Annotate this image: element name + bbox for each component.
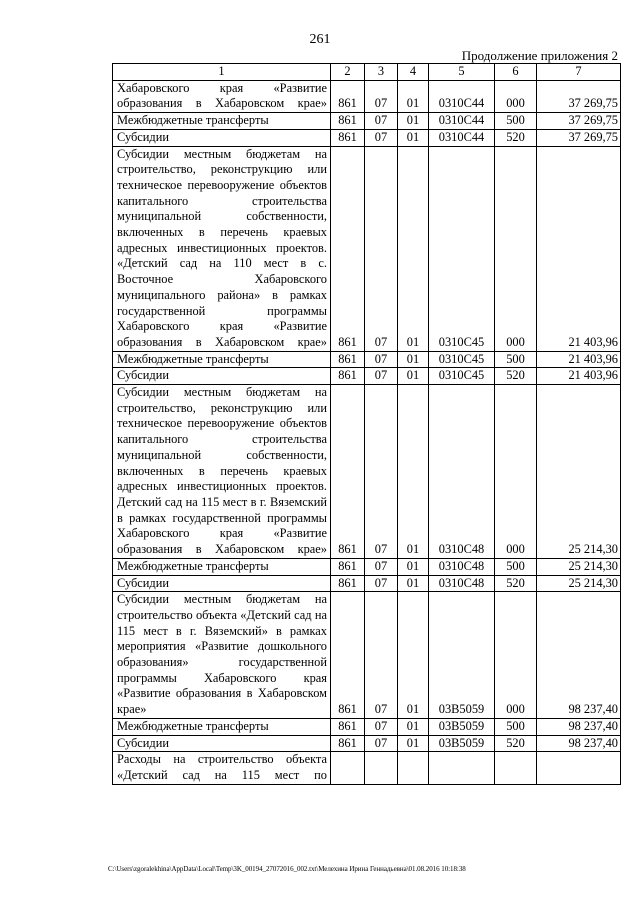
row-target-article: 0310С48 xyxy=(429,575,495,592)
table-row xyxy=(113,80,621,112)
row-description: Субсидии xyxy=(113,575,331,592)
row-description: Субсидии xyxy=(113,368,331,385)
header-cell: 3 xyxy=(365,64,398,81)
row-subsection: 01 xyxy=(398,113,429,130)
row-target-article: 0310С45 xyxy=(429,146,495,351)
row-subsection: 01 xyxy=(398,351,429,368)
row-section: 07 xyxy=(365,368,398,385)
row-description: Субсидии местным бюджетам на строительство объекта «Детский сад на 115 мест в г. Вяземский» в рамках мероприятия «Развитие дошкольного образования» государственной программы Хабаровского края «Развитие образования в Хабаровском крае» xyxy=(113,592,331,719)
row-expense-type: 000 xyxy=(495,385,537,559)
row-section: 07 xyxy=(365,735,398,752)
row-section: 07 xyxy=(365,351,398,368)
row-description: Хабаровского края «Развитие образования в Хабаровском крае» xyxy=(113,80,331,112)
table-row xyxy=(113,558,621,575)
row-expense-type: 500 xyxy=(495,113,537,130)
row-description: Межбюджетные трансферты xyxy=(113,113,331,130)
row-description: Субсидии местным бюджетам на строительство, реконструкцию или техническое перевооружение объектов капитального строительства муниципальной собственности, включенных в перечень краевых адресных инвестиционных проектов. Детский сад на 115 мест в г. Вяземский в рамках государственной программы Хабаровского края «Развитие образования в Хабаровском крае» xyxy=(113,385,331,559)
row-target-article: 0310С44 xyxy=(429,129,495,146)
row-amount xyxy=(537,752,621,784)
row-expense-type: 000 xyxy=(495,592,537,719)
row-amount: 98 237,40 xyxy=(537,592,621,719)
row-expense-type: 520 xyxy=(495,129,537,146)
row-expense-type: 520 xyxy=(495,368,537,385)
row-expense-type: 500 xyxy=(495,718,537,735)
header-cell: 1 xyxy=(113,64,331,81)
row-expense-type: 000 xyxy=(495,146,537,351)
continuation-caption: Продолжение приложения 2 xyxy=(461,48,618,63)
budget-table xyxy=(112,63,621,785)
row-amount: 98 237,40 xyxy=(537,718,621,735)
row-subsection: 01 xyxy=(398,592,429,719)
row-subsection: 01 xyxy=(398,385,429,559)
row-subsection: 01 xyxy=(398,146,429,351)
row-ministry-code: 861 xyxy=(331,129,365,146)
table-row xyxy=(113,752,621,784)
row-ministry-code: 861 xyxy=(331,718,365,735)
row-target-article xyxy=(429,752,495,784)
header-cell: 6 xyxy=(495,64,537,81)
row-section: 07 xyxy=(365,80,398,112)
header-cell: 4 xyxy=(398,64,429,81)
row-amount: 98 237,40 xyxy=(537,735,621,752)
row-expense-type: 000 xyxy=(495,80,537,112)
row-section: 07 xyxy=(365,558,398,575)
row-ministry-code: 861 xyxy=(331,146,365,351)
row-target-article: 0310С45 xyxy=(429,351,495,368)
table-header-row xyxy=(113,64,621,81)
row-expense-type: 500 xyxy=(495,558,537,575)
row-amount: 25 214,30 xyxy=(537,575,621,592)
row-target-article: 0310С48 xyxy=(429,558,495,575)
row-target-article: 03В5059 xyxy=(429,718,495,735)
row-ministry-code: 861 xyxy=(331,351,365,368)
row-ministry-code: 861 xyxy=(331,735,365,752)
table-row xyxy=(113,113,621,130)
row-section xyxy=(365,752,398,784)
row-ministry-code xyxy=(331,752,365,784)
row-ministry-code: 861 xyxy=(331,575,365,592)
row-target-article: 0310С44 xyxy=(429,80,495,112)
row-description: Субсидии местным бюджетам на строительство, реконструкцию или техническое перевооружение объектов капитального строительства муниципальной собственности, включенных в перечень краевых адресных инвестиционных проектов. «Детский сад на 110 мест в с. Восточное Хабаровского муниципального района» в рамках государственной программы Хабаровского края «Развитие образования в Хабаровском крае» xyxy=(113,146,331,351)
row-amount: 25 214,30 xyxy=(537,558,621,575)
table-row xyxy=(113,575,621,592)
row-description: Межбюджетные трансферты xyxy=(113,558,331,575)
row-section: 07 xyxy=(365,129,398,146)
row-section: 07 xyxy=(365,113,398,130)
row-description: Расходы на строительство объекта «Детский сад на 115 мест по xyxy=(113,752,331,784)
row-ministry-code: 861 xyxy=(331,368,365,385)
row-subsection xyxy=(398,752,429,784)
row-amount: 37 269,75 xyxy=(537,113,621,130)
row-section: 07 xyxy=(365,718,398,735)
table-row xyxy=(113,368,621,385)
table-row xyxy=(113,351,621,368)
row-subsection: 01 xyxy=(398,129,429,146)
row-expense-type: 520 xyxy=(495,575,537,592)
row-target-article: 0310С44 xyxy=(429,113,495,130)
table-row xyxy=(113,718,621,735)
row-amount: 21 403,96 xyxy=(537,146,621,351)
table-row xyxy=(113,146,621,351)
row-target-article: 03В5059 xyxy=(429,592,495,719)
row-ministry-code: 861 xyxy=(331,80,365,112)
row-subsection: 01 xyxy=(398,368,429,385)
table-row xyxy=(113,592,621,719)
file-path-footer: C:\Users\zgoralekhina\AppData\Local\Temp\3K_00194_27072016_002.txt\Мелехина Ирина Геннадьевна\01.08.2016 10:18:38 xyxy=(108,865,466,873)
row-amount: 37 269,75 xyxy=(537,129,621,146)
header-cell: 7 xyxy=(537,64,621,81)
row-amount: 21 403,96 xyxy=(537,368,621,385)
row-description: Межбюджетные трансферты xyxy=(113,718,331,735)
row-target-article: 0310С48 xyxy=(429,385,495,559)
row-amount: 21 403,96 xyxy=(537,351,621,368)
row-section: 07 xyxy=(365,146,398,351)
header-cell: 5 xyxy=(429,64,495,81)
row-subsection: 01 xyxy=(398,558,429,575)
header-cell: 2 xyxy=(331,64,365,81)
row-ministry-code: 861 xyxy=(331,592,365,719)
row-amount: 37 269,75 xyxy=(537,80,621,112)
row-section: 07 xyxy=(365,385,398,559)
row-subsection: 01 xyxy=(398,735,429,752)
row-description: Межбюджетные трансферты xyxy=(113,351,331,368)
table-row xyxy=(113,385,621,559)
row-subsection: 01 xyxy=(398,80,429,112)
row-section: 07 xyxy=(365,592,398,719)
row-description: Субсидии xyxy=(113,735,331,752)
row-ministry-code: 861 xyxy=(331,385,365,559)
row-subsection: 01 xyxy=(398,718,429,735)
page-number: 261 xyxy=(309,32,331,47)
row-ministry-code: 861 xyxy=(331,113,365,130)
row-ministry-code: 861 xyxy=(331,558,365,575)
row-subsection: 01 xyxy=(398,575,429,592)
row-amount: 25 214,30 xyxy=(537,385,621,559)
row-description: Субсидии xyxy=(113,129,331,146)
row-expense-type: 520 xyxy=(495,735,537,752)
row-section: 07 xyxy=(365,575,398,592)
row-target-article: 03В5059 xyxy=(429,735,495,752)
row-expense-type xyxy=(495,752,537,784)
row-target-article: 0310С45 xyxy=(429,368,495,385)
row-expense-type: 500 xyxy=(495,351,537,368)
table-row xyxy=(113,735,621,752)
table-row xyxy=(113,129,621,146)
